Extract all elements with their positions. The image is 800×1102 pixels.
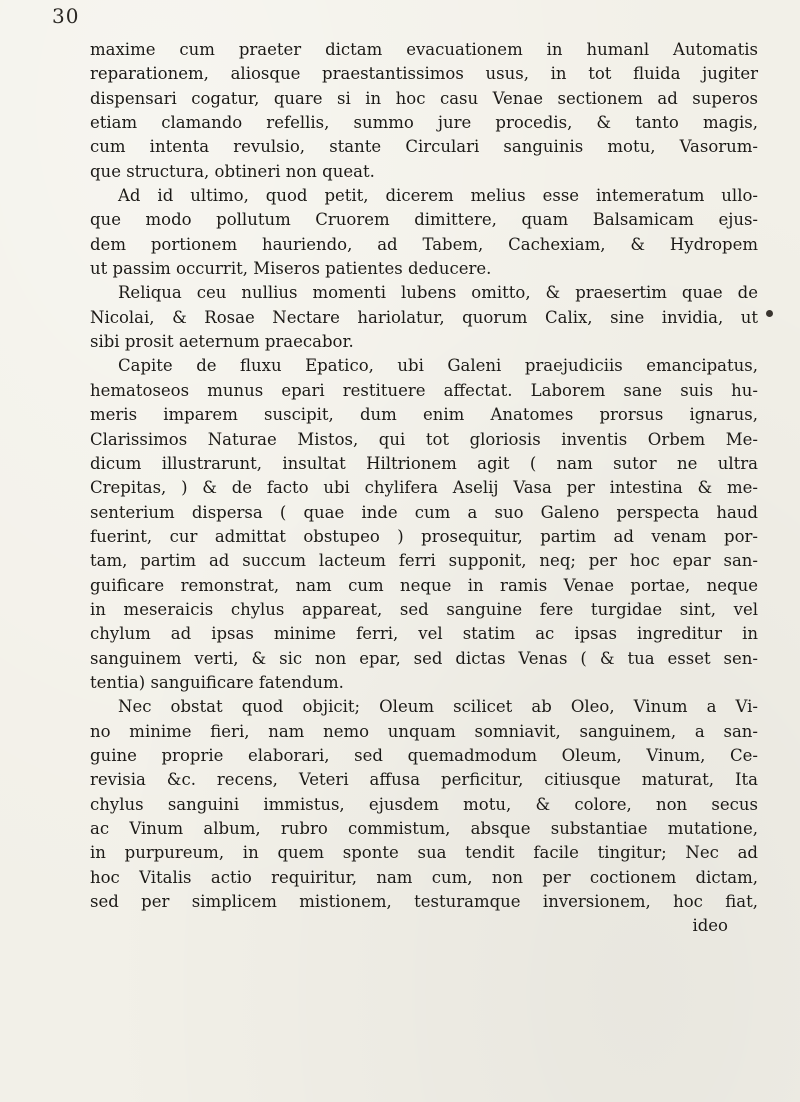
text-line-content: guine proprie elaborari, sed quemadmodum Oleum, Vinum, Ce-: [90, 745, 758, 765]
text-line-content: in purpureum, in quem sponte sua tendit facile tingitur; Nec ad: [90, 843, 758, 863]
text-line-content: dicum illustrarunt, insultat Hiltrionem agit ( nam sutor ne ultra: [90, 453, 758, 473]
text-line: [90, 452, 758, 476]
text-line-content: Clarissimos Naturae Mistos, qui tot gloriosis inventis Orbem Me-: [90, 429, 758, 449]
text-line: [90, 574, 758, 598]
text-line: [90, 647, 758, 671]
text-line: [90, 793, 758, 817]
text-line-content: reparationem, aliosque praestantissimos usus, in tot fluida jugiter: [90, 64, 758, 84]
text-line-content: chylus sanguini immistus, ejusdem motu, & colore, non secus: [90, 794, 758, 814]
text-line-content: etiam clamando refellis, summo jure procedis, & tanto magis,: [90, 113, 758, 133]
text-line: [90, 403, 758, 427]
text-line: [90, 768, 758, 792]
text-line-content: sed per simplicem mistionem, testuramque inversionem, hoc fiat,: [90, 892, 758, 912]
text-line: [90, 622, 758, 646]
text-line: [90, 428, 758, 452]
text-line-content: cum intenta revulsio, stante Circulari sanguinis motu, Vasorum-: [90, 137, 758, 157]
text-line: [90, 720, 758, 744]
text-line-content: Reliqua ceu nullius momenti lubens omitto, & praesertim quae de: [118, 283, 758, 303]
text-line: [90, 671, 758, 695]
text-line: [90, 330, 758, 354]
text-line: [90, 160, 758, 184]
text-line: [90, 890, 758, 914]
text-line: [90, 501, 758, 525]
text-line: [90, 549, 758, 573]
text-line: [90, 111, 758, 135]
text-line-content: tam, partim ad succum lacteum ferri supponit, neq; per hoc epar san-: [90, 551, 758, 571]
text-line: [90, 744, 758, 768]
text-line: [90, 598, 758, 622]
text-line-content: Ad id ultimo, quod petit, dicerem melius esse intemeratum ullo-: [118, 186, 758, 206]
text-line: [90, 184, 758, 208]
text-line-content: sibi prosit aeternum praecabor.: [90, 332, 354, 352]
text-line: [90, 208, 758, 232]
text-line-content: hematoseos munus epari restituere affectat. Laborem sane suis hu-: [90, 380, 758, 400]
catchword: [90, 914, 758, 938]
text-line-content: dem portionem hauriendo, ad Tabem, Cachexiam, & Hydropem: [90, 234, 758, 254]
text-line-content: ideo: [692, 916, 728, 936]
text-line-content: guificare remonstrat, nam cum neque in ramis Venae portae, neque: [90, 575, 758, 595]
text-line-content: ut passim occurrit, Miseros patientes deducere.: [90, 259, 492, 279]
text-line: [90, 841, 758, 865]
text-line: [90, 281, 758, 305]
text-line: [90, 379, 758, 403]
text-line-content: chylum ad ipsas minime ferri, vel statim ac ipsas ingreditur in: [90, 624, 758, 644]
text-line: [90, 233, 758, 257]
text-line: [90, 866, 758, 890]
text-line-content: Nec obstat quod objicit; Oleum scilicet ab Oleo, Vinum a Vi-: [118, 697, 758, 717]
text-line: [90, 38, 758, 62]
text-line-content: revisia &c. recens, Veteri affusa perficitur, citiusque maturat, Ita: [90, 770, 758, 790]
text-line: [90, 476, 758, 500]
ink-blot: [766, 310, 773, 317]
text-line-content: maxime cum praeter dictam evacuationem in humanl Automatis: [90, 40, 758, 59]
text-line: [90, 695, 758, 719]
text-line-content: hoc Vitalis actio requiritur, nam cum, non per coctionem dictam,: [90, 867, 758, 887]
text-line: [90, 257, 758, 281]
text-line-content: dispensari cogatur, quare si in hoc casu Venae sectionem ad superos: [90, 88, 758, 108]
text-line-content: in meseraicis chylus appareat, sed sanguine fere turgidae sint, vel: [90, 599, 758, 619]
text-line-content: Capite de fluxu Epatico, ubi Galeni praejudiciis emancipatus,: [118, 356, 758, 376]
text-line-content: que structura, obtineri non queat.: [90, 161, 375, 181]
text-line: [90, 354, 758, 378]
text-line-content: tentia) sanguificare fatendum.: [90, 672, 344, 692]
text-line-content: que modo pollutum Cruorem dimittere, quam Balsamicam ejus-: [90, 210, 758, 230]
text-line: [90, 525, 758, 549]
text-line: [90, 135, 758, 159]
body-text: [90, 38, 758, 939]
page-number: 30: [52, 4, 80, 28]
text-line: [90, 306, 758, 330]
text-line-content: sanguinem verti, & sic non epar, sed dictas Venas ( & tua esset sen-: [90, 648, 758, 668]
text-line: [90, 87, 758, 111]
text-line-content: ac Vinum album, rubro commistum, absque substantiae mutatione,: [90, 819, 758, 838]
text-line-content: fuerint, cur admittat obstupeo ) prosequitur, partim ad venam por-: [90, 526, 758, 546]
text-line-content: meris imparem suscipit, dum enim Anatomes prorsus ignarus,: [90, 405, 758, 425]
text-line-content: senterium dispersa ( quae inde cum a suo Galeno perspecta haud: [90, 502, 758, 522]
text-line-content: no minime fieri, nam nemo unquam somniavit, sanguinem, a san-: [90, 721, 758, 741]
text-line-content: Nicolai, & Rosae Nectare hariolatur, quorum Calix, sine invidia, ut: [90, 307, 758, 327]
text-line: [90, 62, 758, 86]
text-line-content: Crepitas, ) & de facto ubi chylifera Aselij Vasa per intestina & me-: [90, 478, 758, 498]
text-line: [90, 817, 758, 841]
